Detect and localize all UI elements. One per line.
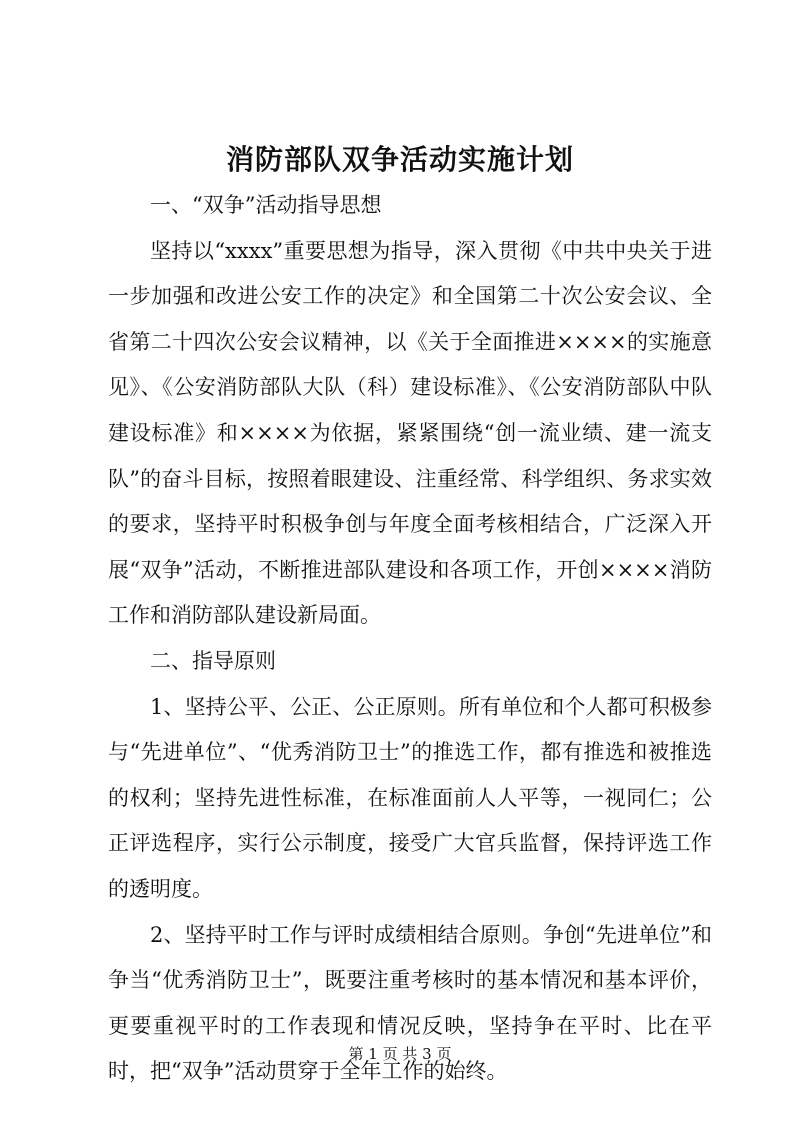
body-paragraph: 2、坚持平时工作与评时成绩相结合原则。争创“先进单位”和争当“优秀消防卫士”，既要注重考核时的基本情况和基本评价，更要重视平时的工作表现和情况反映，坚持争在平时、比在平时，把“双争”活动贯穿于全年工作的始终。 [108,922,712,1084]
body-paragraph: 坚持以“xxxx”重要思想为指导，深入贯彻《中共中央关于进一步加强和改进公安工作的决定》和全国第二十次公安会议、全省第二十四次公安会议精神，以《关于全面推进××××的实施意见》、《公安消防部队大队（科）建设标准》、《公安消防部队中队建设标准》和××××为依据，紧紧围绕“创一流业绩、建一流支队”的奋斗目标，按照着眼建设、注重经常、科学组织、务求实效的要求，坚持平时积极争创与年度全面考核相结合，广泛深入开展“双争”活动，不断推进部队建设和各项工作，开创××××消防工作和消防部队建设新局面。 [108,238,712,628]
page-number-footer: 第 1 页 共 3 页 [348,1045,452,1063]
document-title: 消防部队双争活动实施计划 [225,143,574,176]
section-heading: 一、“双争”活动指导思想 [150,193,382,217]
section-heading: 二、指导原则 [150,648,276,673]
body-paragraph: 1、坚持公平、公正、公正原则。所有单位和个人都可积极参与“先进单位”、“优秀消防卫士”的推选工作，都有推选和被推选的权利；坚持先进性标准，在标准面前人人平等，一视同仁；公正评选程序，实行公示制度，接受广大官兵监督，保持评选工作的透明度。 [108,694,712,901]
document-body [108,183,712,1095]
